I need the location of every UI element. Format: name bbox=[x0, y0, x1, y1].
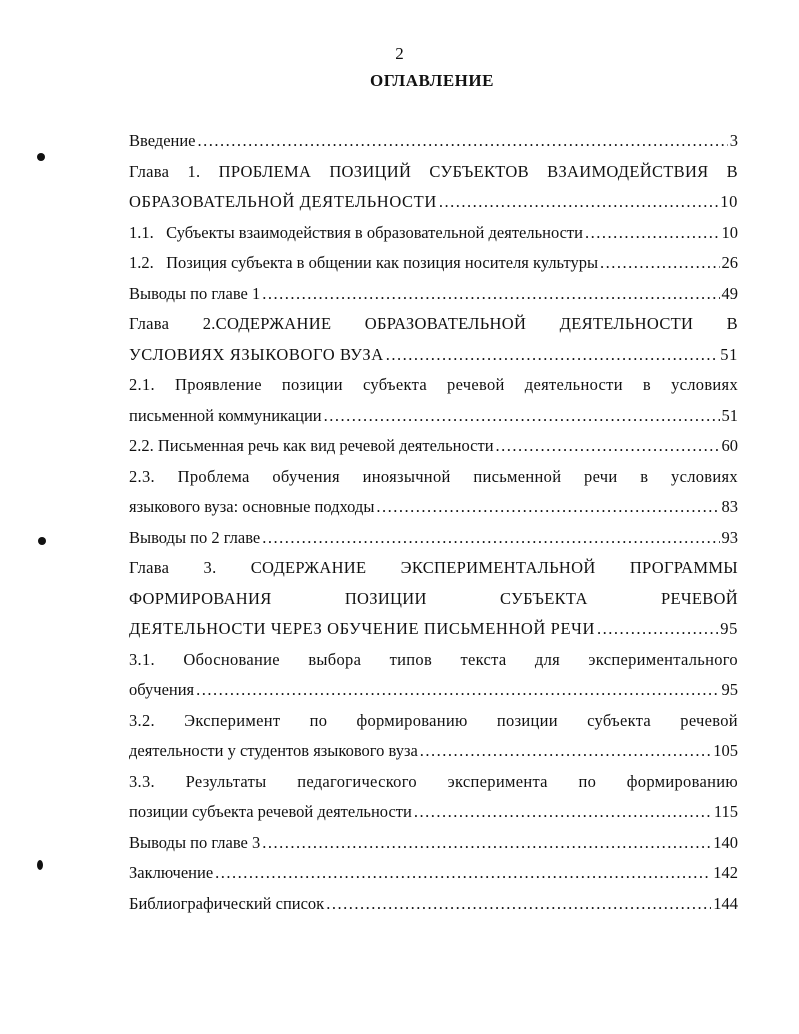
toc-entry-text: Выводы по 2 главе bbox=[129, 527, 261, 547]
dot-leader bbox=[376, 495, 719, 519]
dot-leader bbox=[262, 526, 719, 550]
toc-word: Обоснование bbox=[183, 649, 280, 669]
toc-line bbox=[129, 282, 738, 306]
toc-entry-text: обучения bbox=[129, 680, 195, 699]
toc-entry-text: 2.2. Письменная речь как вид речевой деятельности bbox=[129, 436, 494, 455]
toc-word: В bbox=[726, 161, 738, 181]
scan-mark bbox=[38, 537, 46, 545]
dot-leader bbox=[597, 617, 718, 641]
toc-line bbox=[129, 465, 738, 489]
toc-word: СУБЪЕКТОВ bbox=[429, 161, 529, 181]
dot-leader bbox=[262, 831, 711, 855]
toc-line bbox=[129, 373, 738, 397]
dot-leader bbox=[585, 221, 720, 245]
dot-leader bbox=[215, 861, 711, 885]
toc-line bbox=[129, 800, 738, 824]
scan-mark bbox=[37, 153, 45, 161]
toc-word: обучения bbox=[272, 466, 340, 486]
toc-word: ЭКСПЕРИМЕНТАЛЬНОЙ bbox=[400, 558, 596, 577]
toc-word: деятельности bbox=[524, 375, 623, 394]
toc-word: 1. bbox=[187, 161, 201, 181]
dot-leader bbox=[324, 404, 720, 428]
toc-entry-text: Заключение bbox=[129, 863, 214, 882]
toc-word: 3.2. bbox=[129, 710, 155, 730]
toc-line bbox=[129, 709, 738, 733]
toc-word: Глава bbox=[129, 558, 170, 577]
toc-page-number: 10 bbox=[720, 192, 738, 211]
toc-entry-text: языкового вуза: основные подходы bbox=[129, 497, 375, 516]
toc-page-number: 51 bbox=[721, 405, 738, 425]
toc-page-number: 3 bbox=[729, 131, 738, 150]
toc-word: условиях bbox=[671, 466, 738, 486]
toc-word: формированию bbox=[356, 710, 468, 730]
toc-line bbox=[129, 678, 738, 702]
dot-leader bbox=[414, 800, 712, 824]
toc-line bbox=[129, 770, 738, 794]
toc-line bbox=[129, 434, 738, 458]
toc-page-number: 95 bbox=[720, 619, 738, 638]
toc-entry-text: УСЛОВИЯХ ЯЗЫКОВОГО ВУЗА bbox=[129, 344, 384, 364]
toc-word: Проблема bbox=[177, 466, 250, 486]
toc-word: 3.1. bbox=[129, 649, 155, 669]
toc-line bbox=[129, 129, 738, 153]
toc-entry-text: Библиографический список bbox=[129, 893, 325, 913]
toc-line bbox=[129, 495, 738, 519]
dot-leader bbox=[439, 190, 718, 214]
toc-word: 2.СОДЕРЖАНИЕ bbox=[202, 314, 332, 333]
toc-page-number: 60 bbox=[721, 436, 738, 455]
toc-page-number: 115 bbox=[713, 802, 738, 821]
toc-line bbox=[129, 587, 738, 611]
page-number: 2 bbox=[395, 44, 404, 63]
toc-word: СОДЕРЖАНИЕ bbox=[250, 558, 367, 577]
toc-word: субъекта bbox=[363, 375, 427, 394]
toc-line bbox=[129, 861, 738, 885]
toc-line bbox=[129, 556, 738, 580]
toc-word: речевой bbox=[680, 710, 738, 730]
toc-page-number: 10 bbox=[721, 222, 738, 242]
toc-word: письменной bbox=[473, 466, 562, 486]
toc-word: ВЗАИМОДЕЙСТВИЯ bbox=[547, 161, 709, 181]
toc-entry-text: позиции субъекта речевой деятельности bbox=[129, 802, 412, 821]
dot-leader bbox=[262, 282, 719, 306]
toc-word: ПОЗИЦИЙ bbox=[329, 161, 412, 181]
toc-word: РЕЧЕВОЙ bbox=[660, 588, 738, 608]
toc-page-number: 83 bbox=[721, 497, 738, 516]
toc-entry-text: 1.1. Субъекты взаимодействия в образовательной деятельности bbox=[129, 222, 583, 242]
toc-word: выбора bbox=[308, 649, 362, 669]
toc-word: Эксперимент bbox=[184, 710, 281, 730]
dot-leader bbox=[496, 434, 720, 458]
toc-word: Проявление bbox=[175, 375, 262, 394]
toc-line bbox=[129, 526, 738, 550]
toc-word: в bbox=[642, 375, 651, 394]
toc-word: для bbox=[534, 649, 560, 669]
toc-word: позиции bbox=[281, 375, 343, 394]
scan-mark bbox=[37, 860, 43, 870]
dot-leader bbox=[386, 343, 719, 367]
toc-line bbox=[129, 739, 738, 763]
toc-line bbox=[129, 617, 738, 641]
toc-word: педагогического bbox=[297, 771, 417, 791]
toc-page-number: 26 bbox=[721, 253, 738, 272]
toc-entry-text: ОБРАЗОВАТЕЛЬНОЙ ДЕЯТЕЛЬНОСТИ bbox=[129, 192, 437, 211]
toc-page-number: 140 bbox=[713, 832, 738, 852]
toc-entry-text: Выводы по главе 3 bbox=[129, 832, 261, 852]
toc-page-number: 95 bbox=[721, 680, 738, 699]
toc-entry-text: Введение bbox=[129, 131, 196, 150]
dot-leader bbox=[196, 678, 719, 702]
toc-page-number: 144 bbox=[713, 893, 738, 913]
toc-word: ФОРМИРОВАНИЯ bbox=[129, 588, 272, 608]
toc-word: эксперимента bbox=[447, 771, 548, 791]
toc-page-number: 105 bbox=[713, 741, 738, 760]
toc-word: 3. bbox=[203, 558, 217, 577]
dot-leader bbox=[326, 892, 711, 916]
toc-line bbox=[129, 404, 738, 428]
toc-word: экспериментального bbox=[588, 649, 738, 669]
toc-word: по bbox=[309, 710, 328, 730]
toc-word: условиях bbox=[671, 375, 738, 394]
toc-entry-text: 1.2. Позиция субъекта в общении как позиция носителя культуры bbox=[129, 253, 599, 272]
toc-page-number: 93 bbox=[721, 527, 738, 547]
toc-word: иноязычной bbox=[362, 466, 451, 486]
toc-word: текста bbox=[460, 649, 507, 669]
toc-word: 3.3. bbox=[129, 771, 155, 791]
dot-leader bbox=[600, 251, 719, 275]
toc-word: ПРОГРАММЫ bbox=[629, 558, 738, 577]
toc-word: ОБРАЗОВАТЕЛЬНОЙ bbox=[364, 314, 527, 333]
toc-page-number: 142 bbox=[713, 863, 738, 882]
toc-page-number: 51 bbox=[720, 344, 738, 364]
page-title: ОГЛАВЛЕНИЕ bbox=[370, 71, 494, 90]
toc-word: 2.3. bbox=[129, 466, 155, 486]
toc-line bbox=[129, 648, 738, 672]
toc-word: 2.1. bbox=[129, 375, 155, 394]
toc-word: речевой bbox=[447, 375, 505, 394]
toc-line bbox=[129, 221, 738, 245]
toc-word: ПРОБЛЕМА bbox=[218, 161, 312, 181]
toc-line bbox=[129, 343, 738, 367]
toc-word: В bbox=[726, 314, 738, 333]
toc-line bbox=[129, 312, 738, 336]
toc-entry-text: ДЕЯТЕЛЬНОСТИ ЧЕРЕЗ ОБУЧЕНИЕ ПИСЬМЕННОЙ РЕЧИ bbox=[129, 619, 595, 638]
toc-entry-text: Выводы по главе 1 bbox=[129, 283, 261, 303]
toc-word: СУБЪЕКТА bbox=[500, 588, 588, 608]
toc-line bbox=[129, 160, 738, 184]
toc-word: по bbox=[578, 771, 597, 791]
dot-leader bbox=[198, 129, 728, 153]
toc-line bbox=[129, 892, 738, 916]
toc-word: Глава bbox=[129, 161, 170, 181]
toc-word: ПОЗИЦИИ bbox=[344, 588, 427, 608]
toc-word: Глава bbox=[129, 314, 170, 333]
toc-word: субъекта bbox=[587, 710, 652, 730]
toc-word: позиции bbox=[496, 710, 558, 730]
toc-page-number: 49 bbox=[721, 283, 738, 303]
toc-line bbox=[129, 251, 738, 275]
toc-word: Результаты bbox=[185, 771, 267, 791]
toc-entry-text: письменной коммуникации bbox=[129, 405, 322, 425]
dot-leader bbox=[420, 739, 711, 763]
toc-line bbox=[129, 831, 738, 855]
toc-word: в bbox=[640, 466, 649, 486]
toc-entry-text: деятельности у студентов языкового вуза bbox=[129, 741, 418, 760]
toc-word: речи bbox=[584, 466, 618, 486]
toc-word: типов bbox=[389, 649, 433, 669]
toc-line bbox=[129, 190, 738, 214]
toc-word: формированию bbox=[626, 771, 738, 791]
toc-word: ДЕЯТЕЛЬНОСТИ bbox=[559, 314, 694, 333]
